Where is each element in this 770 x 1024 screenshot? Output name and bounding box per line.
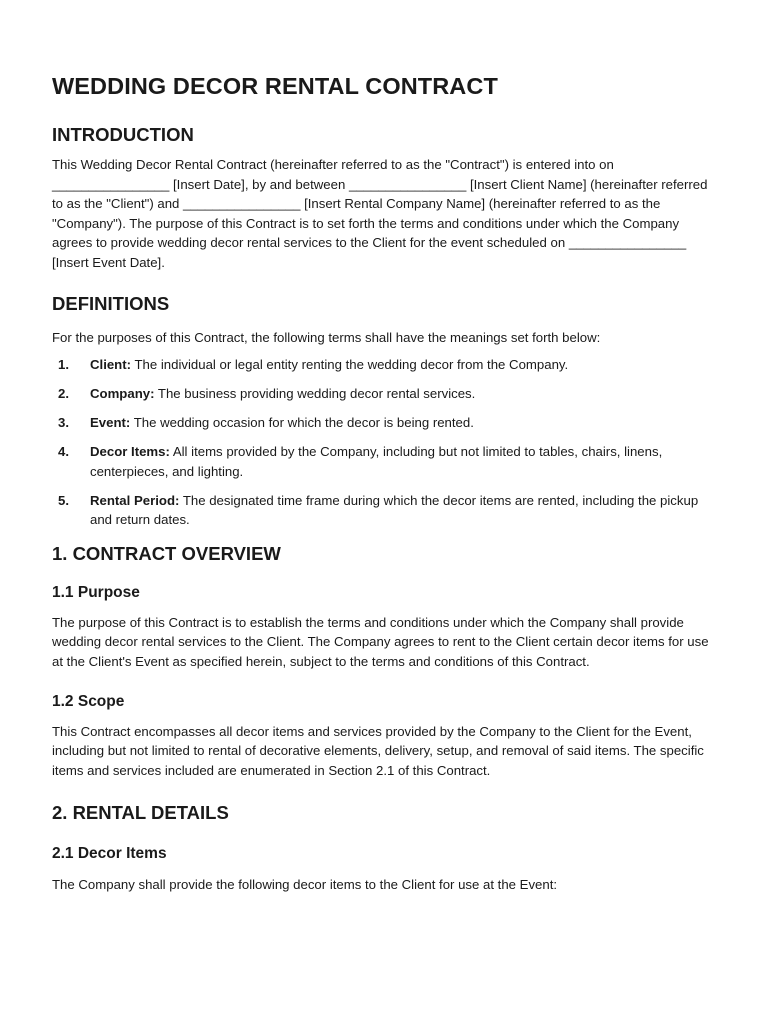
definition-text: The designated time frame during which the decor items are rented, including the pickup and return dates. [90,492,699,528]
definition-term: Decor Items: [90,444,170,460]
section-2-1-body: The Company shall provide the following decor items to the Client for use at the Event: [52,877,558,893]
definition-text: The individual or legal entity renting the wedding decor from the Company. [131,357,569,373]
section-1-1-body: The purpose of this Contract is to establish the terms and conditions under which the Company shall provide wedding decor rental services to the Client. The Company agrees to rent to the Client certain decor items for use at the Client's Event as specified herein, subject to the terms and conditions of this Contract. [52,614,709,670]
definition-term: Company: [90,386,155,402]
definition-number: 3. [58,415,69,431]
definitions-list [52,355,718,530]
introduction-body: This Wedding Decor Rental Contract (hereinafter referred to as the "Contract") is entered into on ________________ [Insert Date], by and between ________________ [Insert Client Name] (hereinafter referred to as the "Client") and ________________ [Insert Rental Company Name] (hereinafter referred to as the "Company"). The purpose of this Contract is to set forth the terms and conditions under which the Company agrees to provide wedding decor rental services to the Client for the event scheduled on ________________ [Insert Event Date]. [52,157,708,270]
definition-term: Event: [90,415,131,431]
definition-item [52,491,718,530]
section-1-2-heading: 1.2 Scope [52,692,125,710]
definition-text: The business providing wedding decor rental services. [154,386,476,402]
section-1-1-heading: 1.1 Purpose [52,583,140,601]
introduction-heading: INTRODUCTION [52,124,194,145]
section-1-heading: 1. CONTRACT OVERVIEW [52,542,281,564]
definition-item [52,413,718,433]
definition-text: The wedding occasion for which the decor is being rented. [130,415,474,431]
definition-term: Client: [90,357,132,373]
definition-number: 2. [58,386,69,402]
definition-item [52,355,718,375]
definition-text: All items provided by the Company, including but not limited to tables, chairs, linens, centerpieces, and lighting. [90,444,663,479]
document-title: WEDDING DECOR RENTAL CONTRACT [52,73,498,99]
definition-term: Rental Period: [90,492,180,508]
definitions-heading: DEFINITIONS [52,292,170,314]
section-2-1-heading: 2.1 Decor Items [52,845,167,863]
definitions-intro: For the purposes of this Contract, the following terms shall have the meanings set forth below: [52,329,601,345]
definition-number: 1. [58,357,69,373]
definition-item [52,384,718,404]
section-1-2-body: This Contract encompasses all decor items and services provided by the Company to the Client for the Event, including but not limited to rental of decorative elements, delivery, setup, and removal of said items. The specific items and services included are enumerated in Section 2.1 of this Contract. [52,723,704,778]
definition-number: 4. [58,444,69,460]
definition-item [52,442,718,481]
section-2-heading: 2. RENTAL DETAILS [52,802,229,824]
definition-number: 5. [58,492,69,508]
